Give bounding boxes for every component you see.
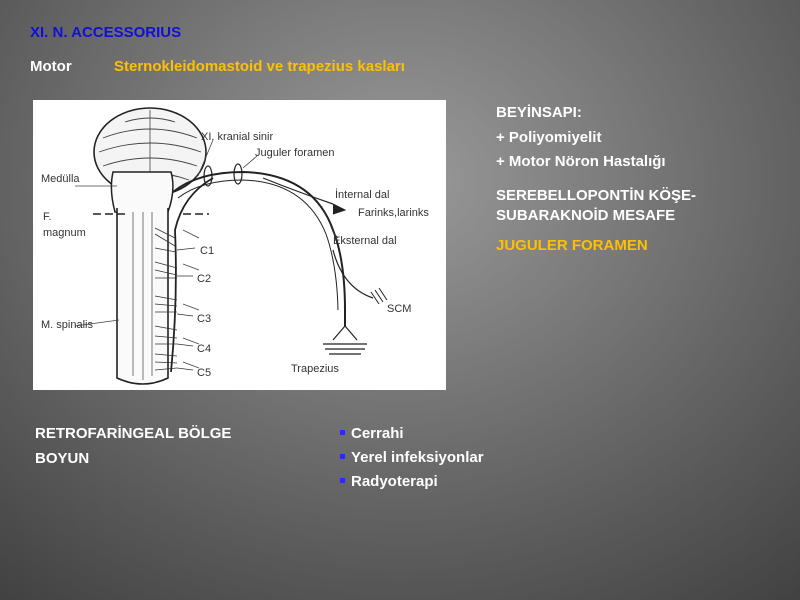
label-fmagnum-2: magnum (43, 227, 86, 239)
label-cranial-nerve: XI. kranial sinir (201, 131, 274, 143)
bullet-text: Cerrahi (351, 425, 404, 442)
bullet-item (340, 425, 404, 442)
label-trapezius: Trapezius (291, 363, 339, 375)
label-jugular-foramen: Juguler foramen (255, 147, 335, 159)
label-c4: C4 (197, 343, 212, 355)
brainstem-heading: BEYİNSAPI: (496, 104, 582, 121)
trapezius-termination (323, 326, 367, 354)
bullet-item (340, 473, 438, 490)
label-spinalis: M. spinalis (41, 319, 93, 331)
label-c2: C2 (197, 273, 212, 285)
motor-value: Sternokleidomastoid ve trapezius kasları (114, 58, 405, 75)
label-medulla: Medülla (41, 173, 80, 185)
label-fmagnum-1: F. (43, 211, 52, 223)
neck-heading: BOYUN (35, 450, 90, 467)
label-external-branch: Eksternal dal (333, 235, 397, 247)
bullet-text: Yerel infeksiyonlar (351, 449, 484, 466)
slide-title: XI. N. ACCESSORIUS (30, 24, 182, 41)
bullet-item (340, 449, 484, 466)
external-branch (333, 250, 373, 298)
motor-label: Motor (30, 58, 72, 75)
internal-arrow (333, 204, 345, 214)
medulla-shape (111, 172, 173, 212)
bullet-square-icon (340, 430, 345, 435)
cerebellopontine-line: SUBARAKNOİD MESAFE (496, 207, 676, 224)
accessory-nerve-diagram (33, 100, 446, 390)
spinal-cord-shape (117, 208, 168, 384)
bullet-text: Radyoterapi (351, 473, 438, 490)
label-c3: C3 (197, 313, 212, 325)
label-internal-branch: İnternal dal (335, 189, 390, 201)
cerebellopontine-line: SEREBELLOPONTİN KÖŞE- (496, 187, 697, 204)
label-pharynx: Farinks,larinks (358, 207, 429, 219)
label-scm: SCM (387, 303, 412, 315)
internal-branch (263, 178, 333, 204)
brainstem-item: + Poliyomiyelit (496, 129, 602, 146)
label-c1: C1 (200, 245, 215, 257)
accessory-nerve-trunk (173, 172, 345, 326)
scm-termination (371, 288, 387, 304)
diagram-svg (33, 100, 446, 390)
brainstem-item: + Motor Nöron Hastalığı (496, 153, 666, 170)
retropharyngeal-heading: RETROFARİNGEAL BÖLGE (35, 425, 232, 442)
jugular-foramen-heading: JUGULER FORAMEN (496, 237, 648, 254)
bullet-square-icon (340, 478, 345, 483)
label-c5: C5 (197, 367, 212, 379)
bullet-square-icon (340, 454, 345, 459)
